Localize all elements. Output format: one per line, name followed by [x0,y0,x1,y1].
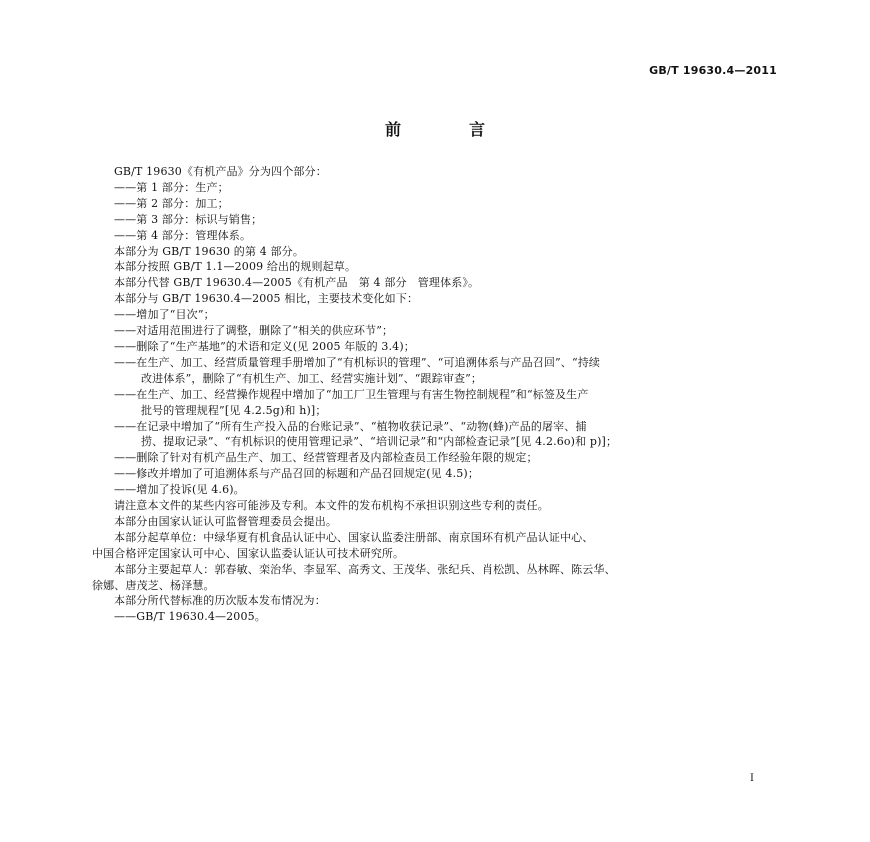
standard-code: GB/T 19630.4—2011 [649,64,777,77]
list-item: ——GB/T 19630.4—2005。 [114,610,266,624]
paragraph: 本部分主要起草人：郭春敏、栾治华、李显军、高秀文、王茂华、张纪兵、肖松凯、丛林晖、陈云华、 [114,562,616,576]
list-item: ——对适用范围进行了调整，删除了“相关的供应环节”； [114,324,394,338]
paragraph: GB/T 19630《有机产品》分为四个部分： [114,165,327,178]
paragraph: 本部分按照 GB/T 1.1—2009 给出的规则起草。 [114,260,357,274]
list-item: ——增加了“目次”； [114,308,215,322]
list-item-continuation: 批号的管理规程”[见 4.2.5g)和 h)]； [141,403,327,417]
foreword-body [92,164,792,625]
paragraph: 本部分起草单位：中绿华夏有机食品认证中心、国家认监委注册部、南京国环有机产品认证中心、 [114,530,594,544]
paragraph: 本部分与 GB/T 19630.4—2005 相比，主要技术变化如下： [114,292,419,306]
list-item: ——第 4 部分：管理体系。 [114,228,252,242]
list-item: ——第 2 部分：加工； [114,196,229,210]
paragraph: 本部分为 GB/T 19630 的第 4 部分。 [114,244,304,258]
page-number: I [750,773,754,784]
paragraph: 请注意本文件的某些内容可能涉及专利。本文件的发布机构不承担识别这些专利的责任。 [114,499,549,513]
list-item-continuation: 改进体系”，删除了“有机生产、加工、经营实施计划”、“跟踪审查”； [141,371,483,385]
list-item: ——修改并增加了可追溯体系与产品召回的标题和产品召回规定(见 4.5)； [114,467,479,481]
list-item: ——删除了“生产基地”的术语和定义(见 2005 年版的 3.4)； [114,339,415,353]
paragraph-continuation: 徐娜、唐茂芝、杨泽慧。 [92,578,215,592]
list-item-continuation: 捞、提取记录”、“有机标识的使用管理记录”、“培训记录”和“内部检查记录”[见 4.2.6o)和 p)]； [141,435,618,449]
paragraph: 本部分代替 GB/T 19630.4—2005《有机产品 第 4 部分 管理体系》。 [114,276,480,290]
paragraph: 本部分由国家认证认可监督管理委员会提出。 [114,514,337,528]
list-item: ——增加了投诉(见 4.6)。 [114,483,245,497]
list-item: ——第 1 部分：生产； [114,180,229,194]
list-item: ——删除了针对有机产品生产、加工、经营管理者及内部检查员工作经验年限的规定； [114,451,538,465]
paragraph-continuation: 中国合格评定国家认可中心、国家认监委认证认可技术研究所。 [92,546,405,560]
page-title: 前 言 [384,120,511,139]
list-item: ——在生产、加工、经营操作规程中增加了“加工厂卫生管理与有害生物控制规程”和“标签及生产 [114,387,589,401]
list-item: ——在记录中增加了“所有生产投入品的台账记录”、“植物收获记录”、“动物(蜂)产品的屠宰、捕 [114,419,587,433]
paragraph: 本部分所代替标准的历次版本发布情况为： [114,594,326,608]
list-item: ——第 3 部分：标识与销售； [114,212,263,226]
list-item: ——在生产、加工、经营质量管理手册增加了“有机标识的管理”、“可追溯体系与产品召回”、“持续 [114,355,601,369]
